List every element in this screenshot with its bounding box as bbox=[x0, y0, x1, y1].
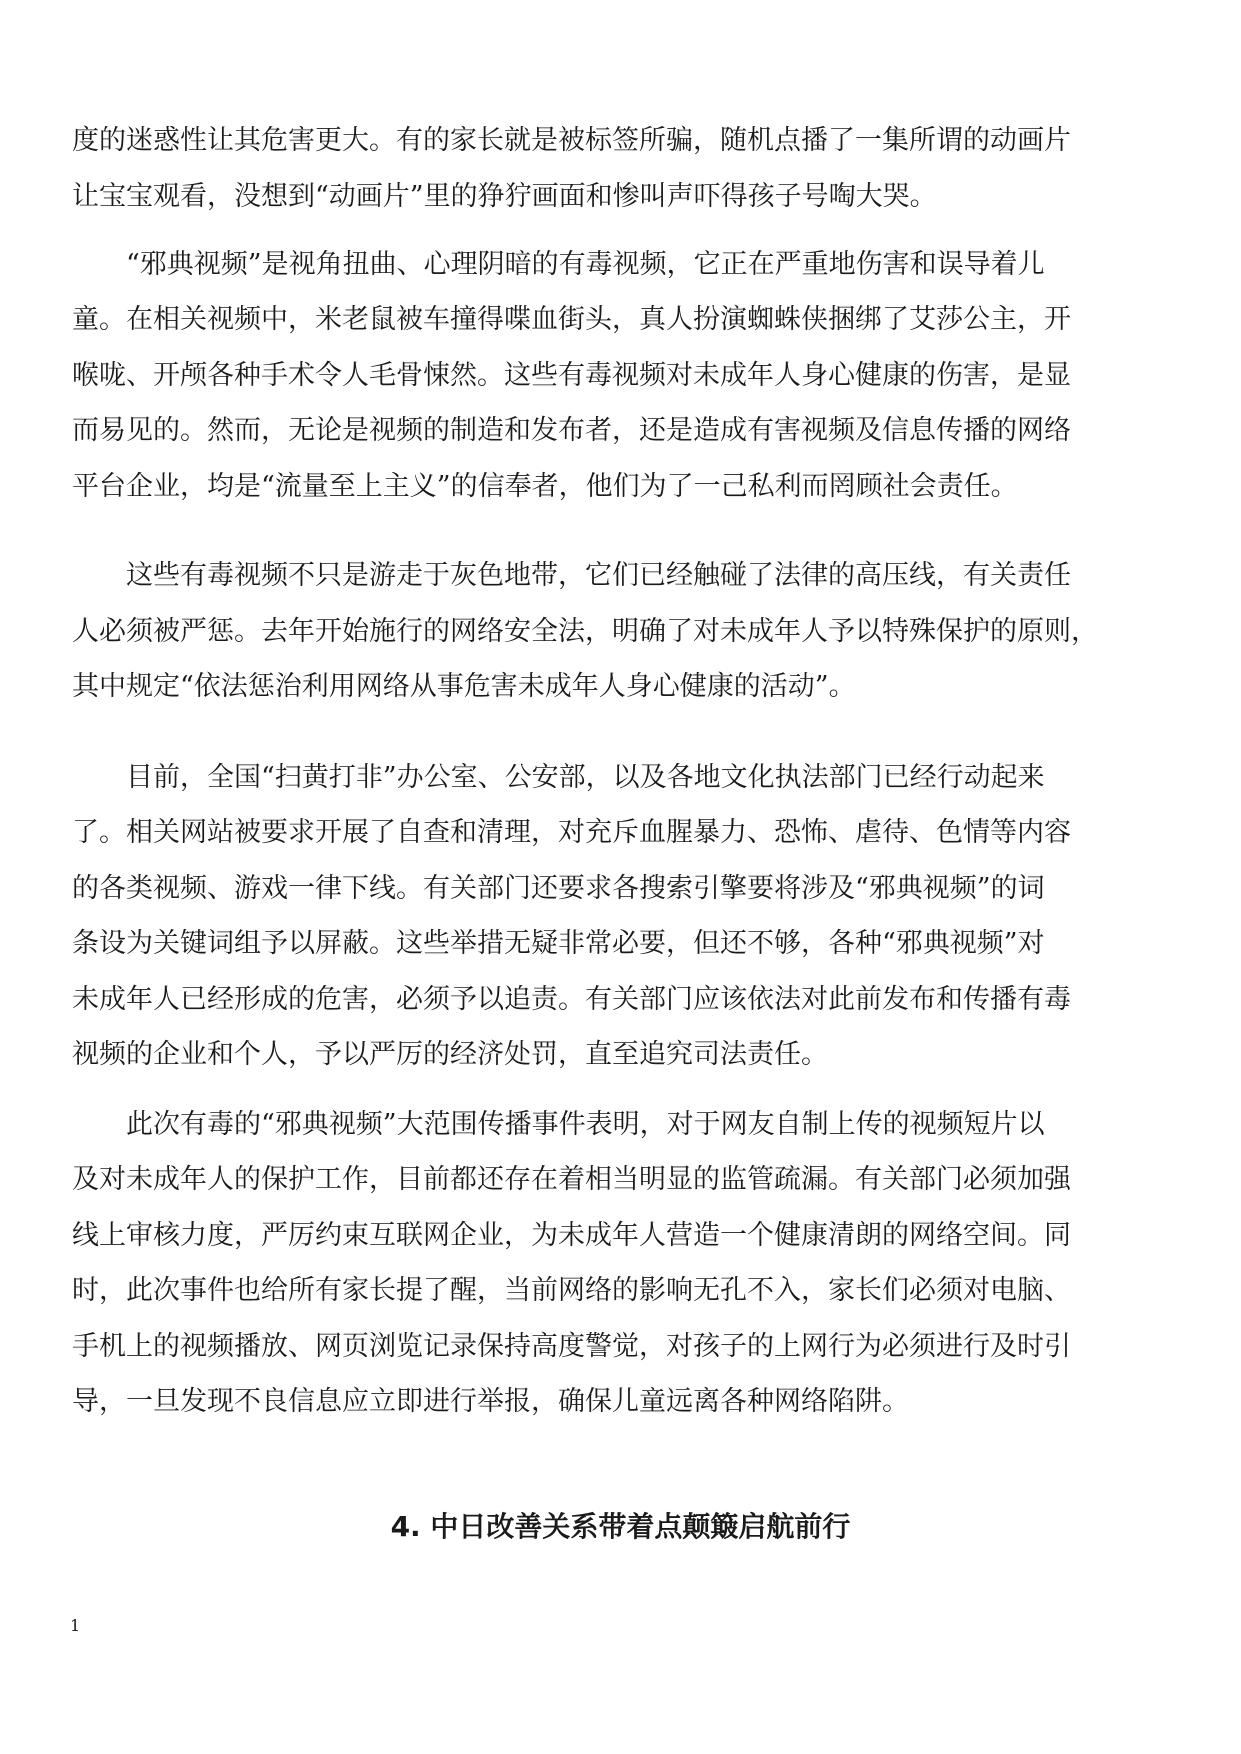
page-number: 1 bbox=[70, 1616, 81, 1635]
paragraph-line: 视频的企业和个人，予以严厉的经济处罚，直至追究司法责任。 bbox=[72, 1039, 828, 1070]
paragraph-line: 的各类视频、游戏一律下线。有关部门还要求各搜索引擎要将涉及“邪典视频”的词 bbox=[72, 873, 1045, 904]
paragraph-line: 而易见的。然而，无论是视频的制造和发布者，还是造成有害视频及信息传播的网络 bbox=[72, 415, 1071, 446]
paragraph-line: 喉咙、开颅各种手术令人毛骨悚然。这些有毒视频对未成年人身心健康的伤害，是显 bbox=[72, 360, 1071, 391]
paragraph-line: “邪典视频”是视角扭曲、心理阴暗的有毒视频，它正在严重地伤害和误导着儿 bbox=[126, 249, 1045, 280]
paragraph-line: 时，此次事件也给所有家长提了醒，当前网络的影响无孔不入，家长们必须对电脑、 bbox=[72, 1275, 1071, 1306]
paragraph-line: 童。在相关视频中，米老鼠被车撞得喋血街头，真人扮演蜘蛛侠捆绑了艾莎公主，开 bbox=[72, 304, 1071, 335]
paragraph-line: 目前，全国“扫黄打非”办公室、公安部，以及各地文化执法部门已经行动起来 bbox=[126, 762, 1045, 793]
paragraph-line: 条设为关键词组予以屏蔽。这些举措无疑非常必要，但还不够，各种“邪典视频”对 bbox=[72, 928, 1045, 959]
paragraph-line: 此次有毒的“邪典视频”大范围传播事件表明，对于网友自制上传的视频短片以 bbox=[126, 1109, 1045, 1140]
section-heading: 4. 中日改善关系带着点颠簸启航前行 bbox=[390, 1510, 851, 1543]
paragraph-line: 了。相关网站被要求开展了自查和清理，对充斥血腥暴力、恐怖、虐待、色情等内容 bbox=[72, 817, 1071, 848]
paragraph-line: 导，一旦发现不良信息应立即进行举报，确保儿童远离各种网络陷阱。 bbox=[72, 1386, 909, 1417]
paragraph-line: 未成年人已经形成的危害，必须予以追责。有关部门应该依法对此前发布和传播有毒 bbox=[72, 984, 1071, 1015]
paragraph-line: 人必须被严惩。去年开始施行的网络安全法，明确了对未成年人予以特殊保护的原则， bbox=[72, 616, 1098, 647]
paragraph-line: 这些有毒视频不只是游走于灰色地带，它们已经触碰了法律的高压线，有关责任 bbox=[126, 560, 1071, 591]
paragraph-line: 让宝宝观看，没想到“动画片”里的狰狞画面和惨叫声吓得孩子号啕大哭。 bbox=[72, 181, 937, 212]
paragraph-line: 手机上的视频播放、网页浏览记录保持高度警觉，对孩子的上网行为必须进行及时引 bbox=[72, 1331, 1071, 1362]
paragraph-line: 平台企业，均是“流量至上主义”的信奉者，他们为了一己私利而罔顾社会责任。 bbox=[72, 471, 1018, 502]
paragraph-line: 度的迷惑性让其危害更大。有的家长就是被标签所骗，随机点播了一集所谓的动画片 bbox=[72, 125, 1071, 156]
paragraph-line: 其中规定“依法惩治利用网络从事危害未成年人身心健康的活动”。 bbox=[72, 671, 856, 702]
paragraph-line: 线上审核力度，严厉约束互联网企业，为未成年人营造一个健康清朗的网络空间。同 bbox=[72, 1220, 1071, 1251]
paragraph-line: 及对未成年人的保护工作，目前都还存在着相当明显的监管疏漏。有关部门必须加强 bbox=[72, 1164, 1071, 1195]
